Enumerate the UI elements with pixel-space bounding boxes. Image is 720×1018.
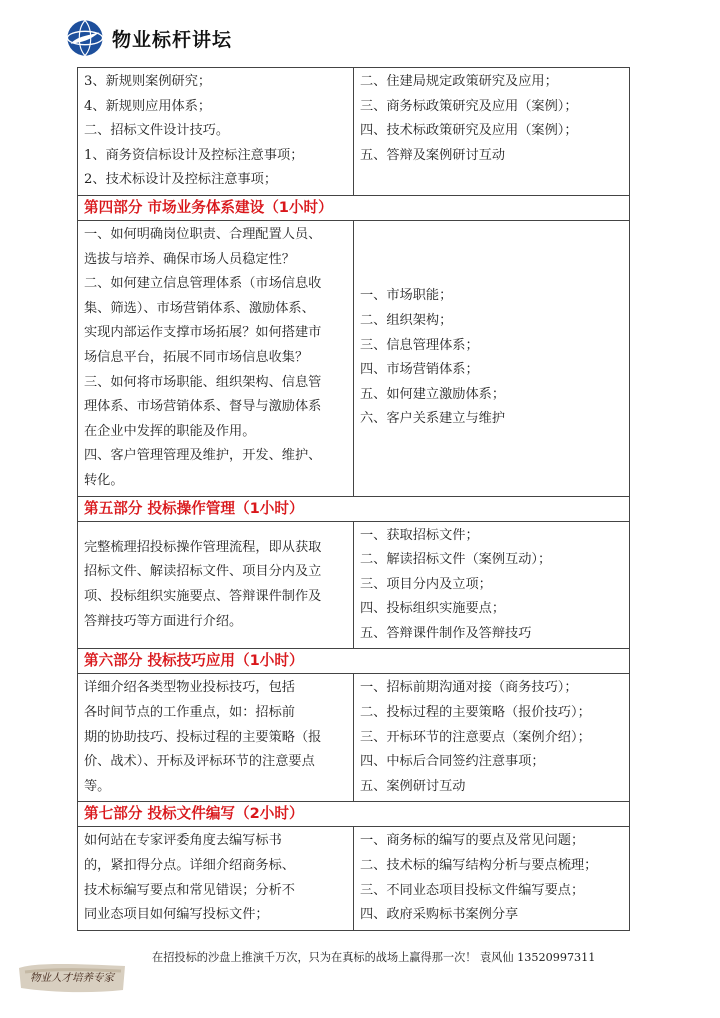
section4-title: 第四部分 市场业务体系建设（1小时） — [78, 195, 630, 220]
content-line: 六、客户关系建立与维护 — [360, 411, 506, 427]
content-line: 1、商务资信标设计及控标注意事项； — [84, 147, 304, 163]
content-line: 二、招标文件设计技巧。 — [84, 123, 230, 139]
content-line: 答辩技巧等方面进行介绍。 — [84, 613, 243, 629]
content-line: 三、开标环节的注意要点（案例介绍）； — [360, 729, 591, 745]
section5-left-cell — [78, 521, 354, 649]
footer-slogan: 在招投标的沙盘上推演千万次，只为在真标的战场上赢得那一次！ 袁风仙 13520997311 — [152, 951, 596, 964]
content-line: 一、市场职能； — [360, 288, 453, 304]
content-line: 场信息平台，拓展不同市场信息收集？ — [84, 349, 309, 365]
content-line: 四、技术标政策研究及应用（案例）； — [360, 123, 578, 139]
content-line: 在企业中发挥的职能及作用。 — [84, 423, 256, 439]
content-line: 的，紧扣得分点。详细介绍商务标、 — [84, 858, 295, 874]
content-line: 二、住建局规定政策研究及应用； — [360, 74, 558, 89]
content-line: 三、不同业态项目投标文件编写要点； — [360, 882, 585, 898]
content-line: 项、投标组织实施要点、答辩课件制作及 — [84, 588, 322, 604]
section-header-row — [78, 195, 630, 220]
content-line: 同业态项目如何编写投标文件； — [84, 907, 269, 923]
content-line: 二、投标过程的主要策略（报价技巧）； — [360, 705, 591, 721]
section4-right-cell — [354, 220, 630, 496]
section5-right-cell — [354, 521, 630, 649]
section5-title: 第五部分 投标操作管理（1小时） — [78, 496, 630, 521]
content-line: 二、技术标的编写结构分析与要点梳理； — [360, 858, 598, 874]
content-line: 四、中标后合同签约注意事项； — [360, 754, 545, 770]
section6-title: 第六部分 投标技巧应用（1小时） — [78, 649, 630, 674]
content-line: 完整梳理招投标操作管理流程，即从获取 — [84, 539, 322, 555]
stamp-text: 物业人才培养专家 — [30, 972, 114, 984]
content-line: 一、商务标的编写的要点及常见问题； — [360, 833, 585, 849]
content-line: 四、政府采购标书案例分享 — [360, 907, 519, 923]
continuation-row — [78, 68, 630, 196]
section7-title: 第七部分 投标文件编写（2小时） — [78, 802, 630, 827]
section6-left-cell — [78, 674, 354, 802]
content-line: 2、技术标设计及控标注意事项； — [84, 172, 278, 188]
section4-row — [78, 220, 630, 496]
content-line: 三、项目分内及立项； — [360, 576, 492, 592]
continuation-left-cell — [78, 68, 354, 196]
content-line: 3、新规则案例研究； — [84, 74, 212, 89]
content-line: 四、投标组织实施要点； — [360, 601, 506, 617]
content-line: 一、如何明确岗位职责、合理配置人员、 — [84, 226, 322, 242]
content-line: 转化。 — [84, 472, 124, 488]
content-line: 三、商务标政策研究及应用（案例）； — [360, 98, 578, 114]
section5-row — [78, 521, 630, 649]
section4-left-cell — [78, 220, 354, 496]
section-header-row — [78, 802, 630, 827]
content-line: 五、案例研讨互动 — [360, 778, 466, 794]
content-line: 五、如何建立激励体系； — [360, 386, 506, 402]
course-table — [77, 67, 630, 931]
globe-logo-icon — [66, 19, 104, 57]
section6-right-cell — [354, 674, 630, 802]
content-line: 实现内部运作支撑市场拓展？如何搭建市 — [84, 325, 322, 341]
content-line: 选拔与培养、确保市场人员稳定性？ — [84, 251, 295, 267]
content-line: 四、客户管理管理及维护，开发、维护、 — [84, 448, 322, 464]
content-line: 招标文件、解读招标文件、项目分内及立 — [84, 564, 322, 580]
section7-right-cell — [354, 827, 630, 930]
content-line: 二、解读招标文件（案例互动）； — [360, 552, 552, 568]
content-line: 一、招标前期沟通对接（商务技巧）； — [360, 680, 578, 696]
page-header — [66, 18, 232, 58]
section6-row — [78, 674, 630, 802]
content-line: 三、如何将市场职能、组织架构、信息管 — [84, 374, 322, 390]
section-header-row — [78, 496, 630, 521]
content-line: 4、新规则应用体系； — [84, 98, 212, 114]
section-header-row — [78, 649, 630, 674]
content-line: 如何站在专家评委角度去编写标书 — [84, 833, 282, 849]
content-line: 价、战术）、开标及评标环节的注意要点 — [84, 754, 315, 770]
content-line: 二、如何建立信息管理体系（市场信息收 — [84, 276, 322, 292]
footer-stamp — [17, 958, 127, 998]
continuation-right-cell — [354, 68, 630, 196]
content-line: 技术标编写要点和常见错误；分析不 — [84, 882, 295, 898]
content-line: 期的协助技巧、投标过程的主要策略（报 — [84, 729, 322, 745]
content-line: 集、筛选）、市场营销体系、激励体系、 — [84, 300, 315, 316]
content-line: 五、答辩课件制作及答辩技巧 — [360, 625, 532, 641]
content-line: 三、信息管理体系； — [360, 337, 479, 353]
content-line: 四、市场营销体系； — [360, 362, 479, 378]
content-line: 等。 — [84, 778, 111, 794]
content-line: 一、获取招标文件； — [360, 527, 479, 543]
section7-row — [78, 827, 630, 930]
content-line: 理体系、市场营销体系、督导与激励体系 — [84, 399, 322, 415]
content-line: 各时间节点的工作重点，如：招标前 — [84, 705, 295, 721]
content-line: 详细介绍各类型物业投标技巧，包括 — [84, 680, 295, 696]
brand-title: 物业标杆讲坛 — [112, 28, 233, 51]
content-line: 五、答辩及案例研讨互动 — [360, 147, 506, 163]
section7-left-cell — [78, 827, 354, 930]
content-line: 二、组织架构； — [360, 313, 453, 329]
